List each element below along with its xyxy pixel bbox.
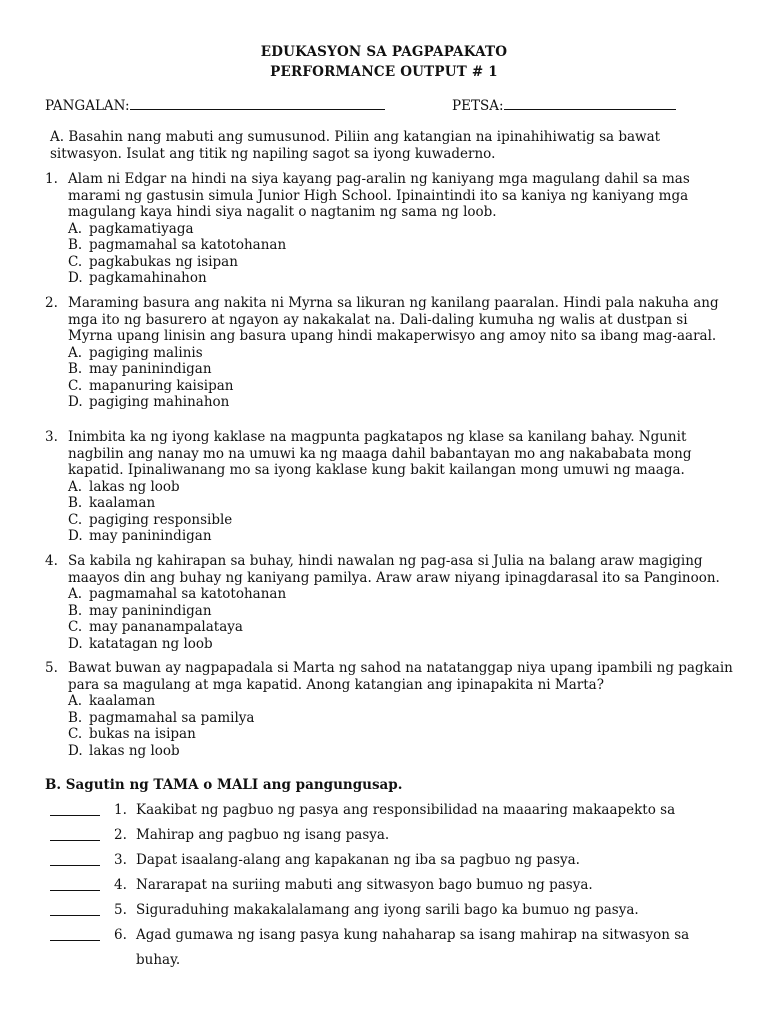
tf-item-5: [50, 898, 730, 923]
question-stem: Alam ni Edgar na hindi na siya kayang pag-aralin ng kaniyang mga magulang dahil sa mas marami ng gastusin simula Junior High School. Ipinaintindi ito sa kaniya ng kaniyang mga magulang kaya hindi siya nagalit o nagtanim ng sama ng loob.: [68, 171, 690, 220]
item-text: Agad gumawa ng isang pasya kung nahaharap sa isang mahirap na sitwasyon sa buhay.: [136, 927, 690, 968]
option-letter: D.: [68, 635, 83, 652]
item-text: Mahirap ang pagbuo ng isang pasya.: [136, 827, 390, 843]
tf-item-2: [50, 823, 730, 848]
question-1: [45, 171, 735, 287]
question-5: [45, 660, 735, 759]
option-text: may paninindigan: [89, 361, 212, 377]
option-c: [68, 512, 735, 529]
question-number: 4.: [45, 553, 58, 569]
option-b: [68, 237, 735, 254]
section-b-instruction: B. Sagutin ng TAMA o MALI ang pangungusap.: [45, 777, 403, 793]
option-text: bukas na isipan: [89, 726, 196, 742]
worksheet-subject-title: EDUKASYON SA PAGPAPAKATO: [260, 44, 508, 60]
option-d: [68, 394, 735, 411]
option-letter: D.: [68, 394, 83, 410]
option-letter: B.: [68, 495, 83, 511]
option-letter: C.: [68, 619, 83, 635]
item-text: Siguraduhing makakalalamang ang iyong sarili bago ka bumuo ng pasya.: [136, 902, 639, 918]
performance-output-title: PERFORMANCE OUTPUT # 1: [270, 64, 498, 80]
answer-blank: [50, 925, 100, 941]
option-c: [68, 726, 735, 743]
answer-blank: [50, 800, 100, 816]
answer-blank: [50, 875, 100, 891]
option-a: [68, 345, 735, 362]
option-c: [68, 619, 735, 636]
item-number: 6.: [114, 927, 127, 943]
question-stem: Sa kabila ng kahirapan sa buhay, hindi nawalan ng pag-asa si Julia na balang araw magiging maayos din ang buhay ng kaniyang pamilya. Araw araw niyang ipinagdarasal ito sa Panginoon.: [68, 553, 720, 586]
option-c: [68, 254, 735, 271]
option-text: pagmamahal sa katotohanan: [89, 586, 287, 602]
option-letter: A.: [68, 478, 83, 495]
option-letter: A.: [68, 344, 83, 361]
option-letter: C.: [68, 377, 83, 394]
section-a-instruction-text: A. Basahin nang mabuti ang sumusunod. Piliin ang katangian na ipinahihiwatig sa bawat sitwasyon. Isulat ang titik ng napiling sagot sa iyong kuwaderno.: [50, 129, 661, 162]
option-text: may pananampalataya: [89, 619, 243, 635]
name-label: PANGALAN:: [45, 98, 130, 114]
option-text: mapanuring kaisipan: [89, 377, 234, 394]
answer-blank: [50, 850, 100, 866]
item-text: Nararapat na suriing mabuti ang sitwasyon bago bumuo ng pasya.: [136, 877, 593, 893]
option-letter: D.: [68, 270, 83, 286]
option-letter: A.: [68, 693, 83, 709]
option-letter: A.: [68, 220, 83, 237]
item-number: 3.: [114, 852, 127, 868]
question-number: 3.: [45, 429, 58, 445]
option-letter: B.: [68, 602, 83, 619]
option-text: may paninindigan: [89, 602, 212, 619]
name-field: [45, 97, 385, 114]
option-letter: C.: [68, 511, 83, 528]
option-text: pagkabukas ng isipan: [89, 253, 238, 270]
option-letter: B.: [68, 361, 83, 377]
date-field: [452, 97, 676, 114]
option-d: [68, 270, 735, 287]
option-a: [68, 221, 735, 238]
option-text: katatagan ng loob: [89, 635, 213, 652]
item-number: 2.: [114, 827, 127, 843]
item-text: Dapat isaalang-alang ang kapakanan ng iba sa pagbuo ng pasya.: [136, 852, 580, 868]
question-3: [45, 429, 735, 545]
question-stem: Maraming basura ang nakita ni Myrna sa likuran ng kanilang paaralan. Hindi pala nakuha ang mga ito ng basurero at ngayon ay nakakalat na. Dali-daling kumuha ng walis at dustpan si Myrna upang linisin ang basura upang hindi makaperwisyo ang amoy nito sa ibang mag-aaral.: [68, 295, 719, 344]
option-text: may paninindigan: [89, 528, 212, 544]
option-text: pagiging malinis: [89, 344, 203, 361]
option-letter: A.: [68, 586, 83, 602]
item-number: 5.: [114, 902, 127, 918]
option-b: [68, 603, 735, 620]
option-text: kaalaman: [89, 693, 156, 709]
question-stem: Bawat buwan ay nagpapadala si Marta ng sahod na natatanggap niya upang ipambili ng pagkain para sa magulang at mga kapatid. Anong katangian ang ipinapakita ni Marta?: [68, 660, 733, 693]
option-b: [68, 495, 735, 512]
question-number: 1.: [45, 171, 58, 187]
option-text: lakas ng loob: [89, 742, 180, 759]
name-blank-line: [130, 97, 385, 110]
tf-item-1: [50, 798, 730, 823]
option-letter: C.: [68, 726, 83, 742]
item-text: Kaakibat ng pagbuo ng pasya ang responsibilidad na maaaring makaapekto sa: [136, 802, 676, 818]
option-letter: D.: [68, 528, 83, 544]
option-letter: D.: [68, 742, 83, 759]
option-letter: B.: [68, 237, 83, 253]
question-stem: Inimbita ka ng iyong kaklase na magpunta pagkatapos ng klase sa kanilang bahay. Ngunit nagbilin ang nanay mo na umuwi ka ng maaga dahil babantayan mo ang nakababata mong kapatid. Ipinaliwanang mo sa iyong kaklase kung bakit kailangan mong umuwi ng maaga.: [68, 429, 692, 478]
item-number: 4.: [114, 877, 127, 893]
option-d: [68, 528, 735, 545]
option-b: [68, 710, 735, 727]
option-c: [68, 378, 735, 395]
option-text: pagmamahal sa pamilya: [89, 709, 255, 726]
option-b: [68, 361, 735, 378]
tf-item-6: [50, 923, 730, 973]
option-letter: C.: [68, 253, 83, 270]
option-text: pagmamahal sa katotohanan: [89, 237, 287, 253]
item-number: 1.: [114, 802, 127, 818]
option-a: [68, 586, 735, 603]
option-a: [68, 479, 735, 496]
option-text: pagkamatiyaga: [89, 220, 194, 237]
option-letter: B.: [68, 709, 83, 726]
option-d: [68, 636, 735, 653]
section-a-instruction: [45, 129, 725, 163]
tf-item-4: [50, 873, 730, 898]
answer-blank: [50, 900, 100, 916]
option-a: [68, 693, 735, 710]
tf-item-3: [50, 848, 730, 873]
question-4: [45, 553, 735, 652]
question-number: 5.: [45, 660, 58, 676]
option-d: [68, 743, 735, 760]
question-2: [45, 295, 735, 411]
answer-blank: [50, 825, 100, 841]
date-blank-line: [504, 97, 676, 110]
option-text: lakas ng loob: [89, 478, 180, 495]
date-label: PETSA:: [452, 98, 504, 114]
option-text: pagkamahinahon: [89, 270, 207, 286]
option-text: kaalaman: [89, 495, 156, 511]
option-text: pagiging mahinahon: [89, 394, 230, 410]
option-text: pagiging responsible: [89, 511, 233, 528]
question-number: 2.: [45, 295, 58, 311]
